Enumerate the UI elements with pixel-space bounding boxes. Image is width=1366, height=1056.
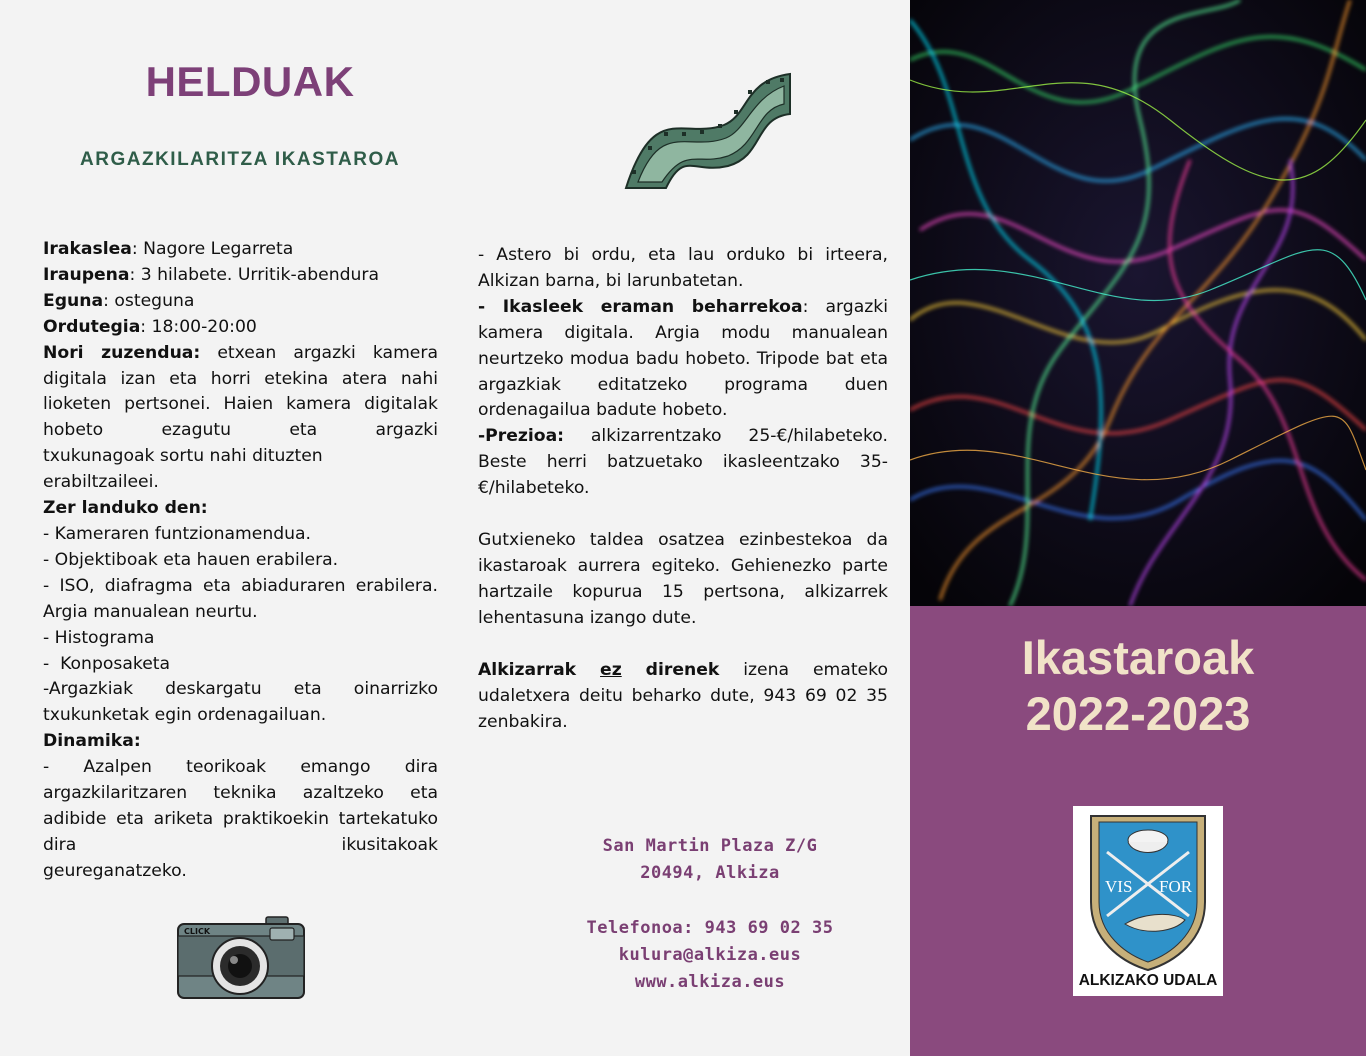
- teacher-line: Irakaslea: Nagore Legarreta: [43, 239, 294, 259]
- outings-paragraph: - Astero bi ordu, eta lau orduko bi irteera, Alkizan barna, bi larunbatetan.: [478, 245, 888, 291]
- topic-item: - Objektiboak eta hauen erabilera.: [43, 549, 339, 570]
- non-resident-paragraph: Alkizarrak ez direnek izena emateko udaletxera deitu beharko dute, 943 69 02 35 zenbakira.: [478, 659, 888, 732]
- phone: Telefonoa: 943 69 02 35: [586, 918, 834, 938]
- cover-title: Ikastaroak 2022-2023: [1021, 631, 1255, 740]
- materials-paragraph: - Ikasleek eraman beharrekoa: argazki kamera digitala. Argia modu manualean neurtzeko modua badu hobeto. Tripode bat eta argazkiak editatzeko programa duen ordenagailua badute hobeto.: [478, 296, 888, 421]
- schedule-line: Ordutegia: 18:00-20:00: [43, 316, 257, 337]
- page-title: HELDUAK: [145, 58, 355, 105]
- address-line1: San Martin Plaza Z/G: [602, 836, 818, 856]
- address: [520, 833, 900, 887]
- topic-item: - ISO, diafragma eta abiaduraren erabilera. Argia manualean neurtu.: [43, 575, 438, 622]
- audience-line2: txukunagoak sortu nahi dituzten: [43, 446, 323, 467]
- course-details: [478, 243, 888, 735]
- course-info: [43, 237, 438, 885]
- group-paragraph: Gutxieneko taldea osatzea ezinbestekoa da ikastaroak aurrera egiteko. Gehienezko parte hartzaile kopurua 15 pertsona, alkizarrek lehentasuna izango dute.: [478, 530, 888, 628]
- topics-heading: Zer landuko den:: [43, 498, 208, 519]
- crest-text-right: FOR: [1159, 877, 1193, 896]
- dynamics-heading: Dinamika:: [43, 731, 141, 752]
- audience-paragraph: Nori zuzendua: etxean argazki kamera digitala izan eta horri etekina atera nahi lioketen pertsonei. Haien kamera digitalak hobeto ezagutu eta argazki: [43, 342, 438, 441]
- day-line: Eguna: osteguna: [43, 290, 195, 311]
- course-subtitle: ARGAZKILARITZA IKASTAROA: [80, 149, 400, 170]
- topic-item: -Argazkiak deskargatu eta oinarrizko txukunketak egin ordenagailuan.: [43, 679, 438, 726]
- duration-line: Iraupena: 3 hilabete. Urritik-abendura: [43, 264, 380, 285]
- coat-of-arms-icon: [1085, 812, 1211, 972]
- abstract-smoke-image: [910, 0, 1366, 606]
- topic-item: - Konposaketa: [43, 653, 171, 674]
- municipality-label: ALKIZAKO UDALA: [1078, 972, 1218, 989]
- camera-label: CLICK: [184, 927, 211, 936]
- topic-item: - Kameraren funtzionamendua.: [43, 523, 312, 544]
- audience-line3: erabiltzaileei.: [43, 472, 159, 493]
- contact-info: [520, 915, 900, 996]
- film-strip-icon: [624, 70, 794, 190]
- price-paragraph: -Prezioa: alkizarrentzako 25-€/hilabeteko. Beste herri batzuetako ikasleentzako 35-€/hilabeteko.: [478, 426, 888, 499]
- camera-icon: [176, 914, 306, 1000]
- topic-item: - Histograma: [43, 627, 155, 648]
- email-link[interactable]: kulura@alkiza.eus: [618, 945, 802, 965]
- address-line2: 20494, Alkiza: [640, 863, 780, 883]
- dynamics-last: geureganatzeko.: [43, 860, 187, 881]
- dynamics-paragraph: - Azalpen teorikoak emango dira argazkilaritzaren teknika azaltzeko eta adibide eta ariketa praktikoekin tartekatuko dira ikusitakoak: [43, 757, 438, 855]
- website-link[interactable]: www.alkiza.eus: [634, 972, 786, 992]
- crest-text-left: VIS: [1105, 877, 1133, 896]
